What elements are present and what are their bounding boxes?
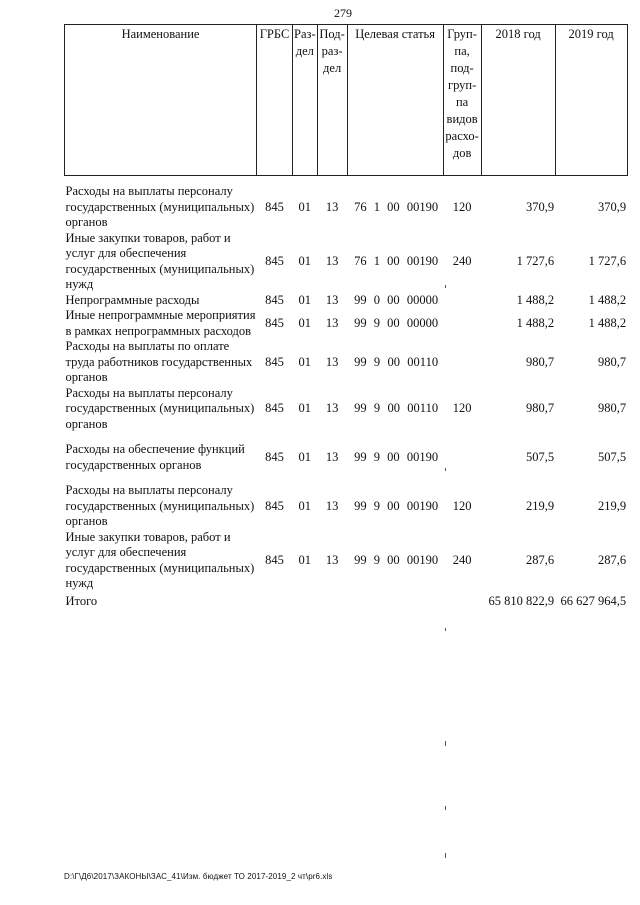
row-section: 01 — [298, 292, 312, 307]
row-group — [443, 293, 481, 309]
target-code-part: 00 — [387, 401, 400, 415]
target-code-part: 00 — [387, 315, 400, 330]
scan-mark — [445, 853, 446, 858]
row-2019: 980,7 — [597, 401, 627, 415]
row-target — [347, 386, 443, 433]
row-section: 01 — [298, 354, 312, 369]
budget-table — [64, 24, 628, 609]
target-code-part: 1 — [373, 253, 381, 268]
target-code-part: 99 — [354, 315, 367, 330]
target-code-part: 00 — [387, 498, 400, 513]
row-name: Иные закупки товаров, работ и услуг для обеспечения государственных (муниципальных) нужд — [65, 529, 255, 590]
target-code-part: 9 — [373, 401, 381, 415]
target-code-part: 99 — [354, 449, 367, 464]
target-code-part: 00 — [387, 354, 400, 369]
target-code-part: 00 — [387, 449, 400, 464]
header-2018: 2018 год — [481, 25, 555, 176]
target-code-part: 00 — [387, 253, 400, 268]
row-2018: 287,6 — [525, 552, 555, 567]
header-name: Наименование — [65, 25, 257, 176]
row-name: Иные непрограммные мероприятия в рамках непрограммных расходов — [65, 308, 256, 338]
target-code-part: 99 — [354, 552, 367, 567]
row-group: 120 — [452, 498, 472, 513]
row-group: 240 — [452, 253, 472, 268]
row-section: 01 — [298, 552, 312, 567]
row-subsection: 13 — [325, 401, 339, 415]
target-code-part: 99 — [354, 498, 367, 513]
row-grbs: 845 — [265, 449, 284, 464]
total-row — [65, 592, 628, 610]
row-section: 01 — [298, 199, 312, 214]
row-2018: 1 727,6 — [516, 253, 555, 268]
target-code-part: 00000 — [406, 292, 439, 307]
row-2019: 1 488,2 — [588, 292, 627, 307]
row-target — [347, 473, 443, 530]
row-group: 240 — [452, 552, 472, 567]
target-code-part: 00190 — [406, 449, 439, 464]
table-body — [65, 176, 628, 610]
target-code-part: 76 — [354, 253, 367, 268]
table-header — [65, 25, 628, 176]
scan-mark — [445, 285, 446, 288]
target-code-part: 9 — [373, 354, 381, 369]
row-group: 120 — [452, 401, 472, 415]
row-target — [347, 339, 443, 386]
row-section: 01 — [298, 498, 312, 513]
target-code-part: 9 — [373, 449, 381, 464]
row-2019: 219,9 — [597, 498, 627, 513]
target-code-part: 00190 — [406, 199, 439, 214]
row-group — [443, 308, 481, 339]
row-2019: 980,7 — [597, 354, 627, 369]
row-subsection: 13 — [325, 315, 339, 330]
header-target: Целевая статья — [347, 25, 443, 176]
table-row — [65, 339, 628, 386]
total-2018: 65 810 822,9 — [488, 593, 555, 608]
target-code-part: 99 — [354, 354, 367, 369]
scan-mark — [445, 468, 446, 471]
target-code-part: 99 — [354, 401, 367, 415]
row-2018: 219,9 — [525, 498, 555, 513]
row-name: Расходы на выплаты персоналу государственных (муниципальных) органов — [65, 483, 255, 528]
row-grbs: 845 — [265, 354, 284, 369]
row-subsection: 13 — [325, 552, 339, 567]
table-row — [65, 530, 628, 592]
row-2019: 1 488,2 — [588, 315, 627, 330]
row-2019: 287,6 — [597, 552, 627, 567]
row-subsection: 13 — [325, 354, 339, 369]
row-target — [347, 293, 443, 309]
table-row — [65, 308, 628, 339]
target-code-part: 00 — [387, 552, 400, 567]
file-path-footer: D:\Г\Д6\2017\ЗАКОНЫ\ЗАС_41\Изм. бюджет ТО 2017-2019_2 чт\pr6.xls — [64, 872, 333, 881]
row-grbs: 845 — [265, 292, 284, 307]
row-name: Иные закупки товаров, работ и услуг для обеспечения государственных (муниципальных) нужд — [65, 230, 255, 291]
scan-mark — [445, 741, 446, 746]
row-target — [347, 176, 443, 231]
target-code-part: 76 — [354, 199, 367, 214]
row-grbs: 845 — [265, 498, 284, 513]
target-code-part: 00 — [387, 199, 400, 214]
row-2018: 370,9 — [525, 199, 555, 214]
header-2019: 2019 год — [555, 25, 627, 176]
table-row — [65, 231, 628, 293]
row-2018: 507,5 — [525, 449, 555, 464]
target-code-part: 00 — [387, 292, 400, 307]
row-subsection: 13 — [325, 199, 339, 214]
row-target — [347, 308, 443, 339]
target-code-part: 00000 — [406, 315, 439, 330]
row-section: 01 — [298, 253, 312, 268]
header-group: Груп-па, под-груп-па видов расхо-дов — [443, 25, 481, 176]
row-section: 01 — [298, 401, 312, 415]
total-2019: 66 627 964,5 — [560, 593, 627, 608]
header-subsection: Под-раз-дел — [317, 25, 347, 176]
page-number: 279 — [334, 6, 352, 20]
target-code-part: 9 — [373, 498, 381, 513]
row-subsection: 13 — [325, 449, 339, 464]
scan-mark — [445, 628, 446, 631]
row-2019: 1 727,6 — [588, 253, 627, 268]
row-subsection: 13 — [325, 498, 339, 513]
row-group — [443, 432, 481, 473]
row-subsection: 13 — [325, 253, 339, 268]
table-row — [65, 386, 628, 433]
row-2018: 980,7 — [525, 354, 555, 369]
row-2018: 1 488,2 — [516, 315, 555, 330]
target-code-part: 00110 — [407, 401, 439, 415]
target-code-part: 0 — [373, 292, 381, 307]
row-target — [347, 231, 443, 293]
target-code-part: 9 — [373, 552, 381, 567]
scan-mark — [445, 806, 446, 810]
row-grbs: 845 — [265, 552, 284, 567]
row-section: 01 — [298, 315, 312, 330]
table-row — [65, 176, 628, 231]
row-target — [347, 530, 443, 592]
row-name: Расходы на выплаты персоналу государственных (муниципальных) органов — [65, 184, 255, 229]
target-code-part: 00190 — [406, 253, 439, 268]
target-code-part: 00110 — [407, 354, 439, 369]
row-grbs: 845 — [265, 199, 284, 214]
table-row — [65, 432, 628, 473]
target-code-part: 1 — [373, 199, 381, 214]
row-name: Расходы на выплаты по оплате труда работников государственных органов — [65, 339, 253, 384]
target-code-part: 00190 — [406, 498, 439, 513]
header-grbs: ГРБС — [257, 25, 293, 176]
row-grbs: 845 — [265, 401, 284, 415]
row-name: Расходы на выплаты персоналу государственных (муниципальных) органов — [65, 385, 255, 431]
row-group: 120 — [452, 199, 472, 214]
row-2018: 1 488,2 — [516, 292, 555, 307]
row-2018: 980,7 — [525, 401, 555, 415]
header-section: Раз-дел — [293, 25, 318, 176]
row-grbs: 845 — [265, 253, 284, 268]
row-subsection: 13 — [325, 292, 339, 307]
row-2019: 507,5 — [597, 449, 627, 464]
row-grbs: 845 — [265, 315, 284, 330]
table-row — [65, 473, 628, 530]
row-group — [443, 339, 481, 386]
row-name: Непрограммные расходы — [65, 292, 200, 307]
row-2019: 370,9 — [597, 199, 627, 214]
row-name: Расходы на обеспечение функций государственных органов — [65, 442, 245, 472]
row-section: 01 — [298, 449, 312, 464]
table-row — [65, 293, 628, 309]
target-code-part: 9 — [373, 315, 381, 330]
total-label: Итого — [65, 593, 98, 608]
row-target — [347, 432, 443, 473]
target-code-part: 00190 — [406, 552, 439, 567]
target-code-part: 99 — [354, 292, 367, 307]
